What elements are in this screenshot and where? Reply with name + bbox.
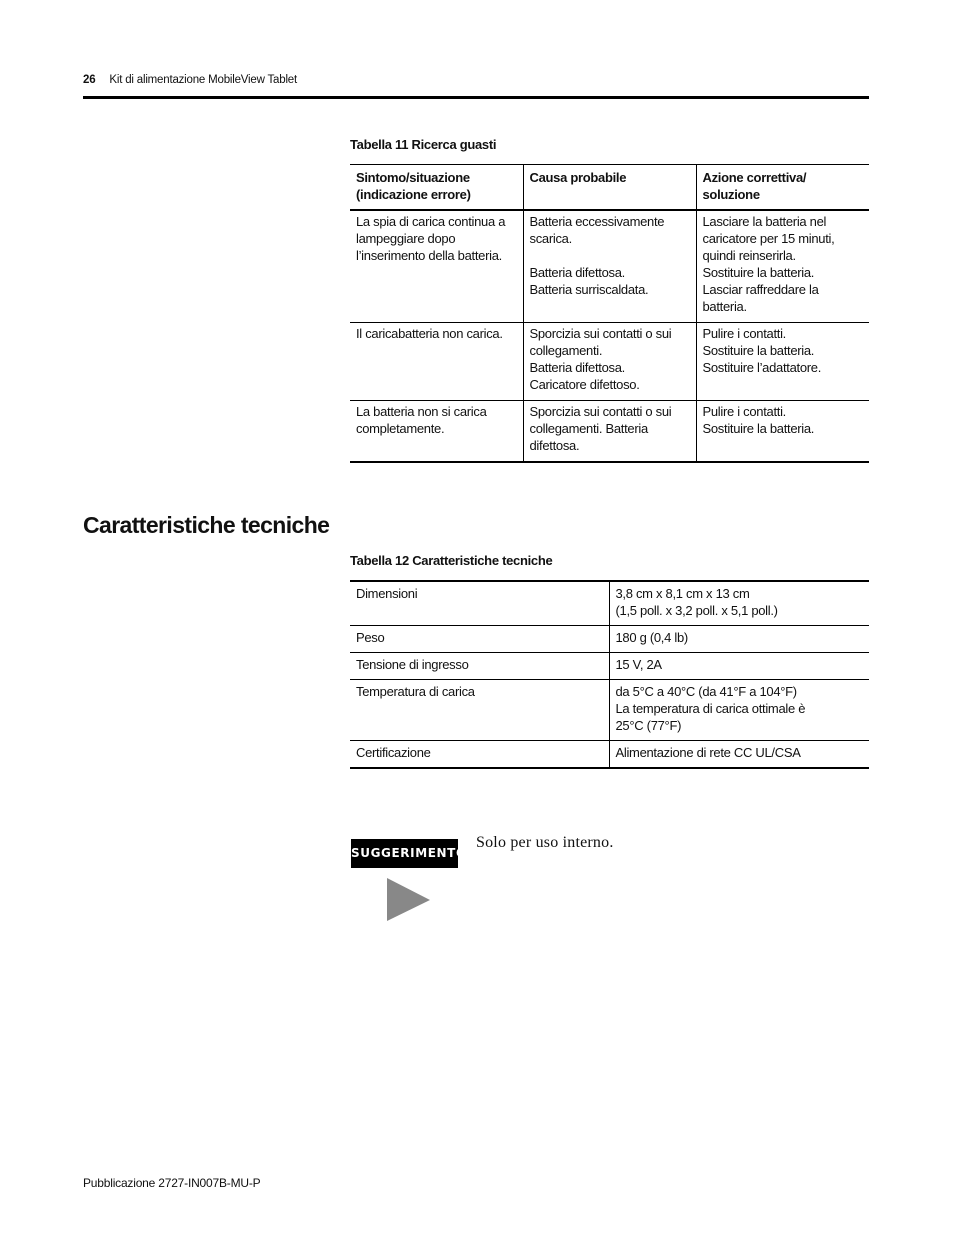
tip-text: Solo per uso interno. (476, 834, 614, 851)
page-number: 26 (83, 74, 96, 86)
table-row (350, 210, 869, 323)
spec-value: 180 g (0,4 lb) (609, 626, 869, 653)
spec-label: Tensione di ingresso (356, 657, 469, 672)
action-cell: Lasciare la batteria nel caricatore per 15 minuti, quindi reinserirla. Sostituire la batteria. Lasciar raffreddare la batteria. (696, 210, 869, 323)
table-row (350, 741, 869, 769)
spec-label: Dimensioni (356, 586, 418, 601)
table-row (350, 401, 869, 463)
table-row (350, 323, 869, 401)
spec-value: 15 V, 2A (609, 653, 869, 680)
spec-label: Certificazione (356, 745, 431, 760)
spec-value: 3,8 cm x 8,1 cm x 13 cm (1,5 poll. x 3,2 poll. x 5,1 poll.) (609, 581, 869, 626)
column-header: Sintomo/situazione (indicazione errore) (356, 170, 471, 202)
cause-cell: Batteria eccessivamente scarica. Batteria difettosa. Batteria surriscaldata. (523, 210, 696, 323)
header-rule (83, 96, 869, 99)
action-cell: Pulire i contatti. Sostituire la batteria. (696, 401, 869, 463)
header-title: Kit di alimentazione MobileView Tablet (109, 74, 297, 86)
symptom-cell: La batteria non si carica completamente. (356, 404, 487, 436)
troubleshooting-table (350, 164, 869, 463)
table-row (350, 680, 869, 741)
spec-value: Alimentazione di rete CC UL/CSA (609, 741, 869, 769)
play-arrow-icon (387, 878, 431, 927)
cause-cell: Sporcizia sui contatti o sui collegamenti. Batteria difettosa. Caricatore difettoso. (523, 323, 696, 401)
table11-caption: Tabella 11 Ricerca guasti (350, 137, 497, 152)
section-title: Caratteristiche tecniche (83, 512, 330, 538)
spec-value: da 5°C a 40°C (da 41°F a 104°F) La temperatura di carica ottimale è 25°C (77°F) (609, 680, 869, 741)
table-row (350, 626, 869, 653)
tip-badge: SUGGERIMENTO (351, 839, 458, 868)
footer-publication: Pubblicazione 2727-IN007B-MU-P (83, 1176, 261, 1190)
column-header: Azione correttiva/ soluzione (696, 165, 869, 211)
column-header: Causa probabile (523, 165, 696, 211)
table12-caption: Tabella 12 Caratteristiche tecniche (350, 553, 553, 568)
spec-label: Peso (356, 630, 385, 645)
symptom-cell: Il caricabatteria non carica. (356, 326, 503, 341)
specs-table (350, 580, 869, 769)
running-header (83, 74, 297, 86)
symptom-cell: La spia di carica continua a lampeggiare dopo l’inserimento della batteria. (356, 214, 506, 263)
table-row (350, 581, 869, 626)
table-row (350, 653, 869, 680)
table-header-row (350, 165, 869, 211)
spec-label: Temperatura di carica (356, 684, 475, 699)
cause-cell: Sporcizia sui contatti o sui collegamenti. Batteria difettosa. (523, 401, 696, 463)
action-cell: Pulire i contatti. Sostituire la batteria. Sostituire l’adattatore. (696, 323, 869, 401)
